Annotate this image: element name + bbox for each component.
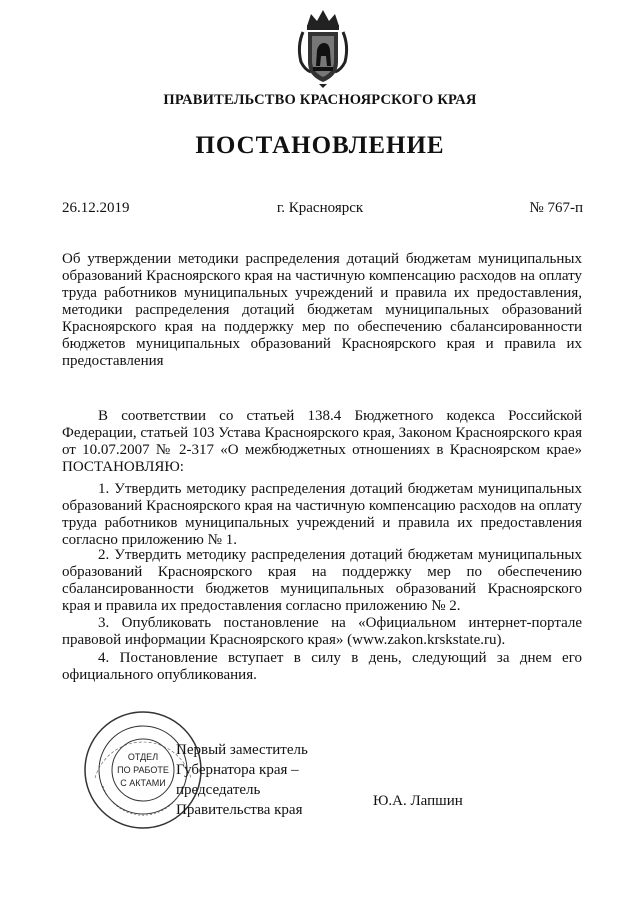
document-subject: Об утверждении методики распределения дотаций бюджетам муниципальных образований Красноярского края на частичную компенсацию расходов на оплату труда работников муниципальных учреждений и правила их предоставления, методики распределения дотаций бюджетам муниципальных образований Красноярского края на поддержку мер по обеспечению сбалансированности бюджетов муниципальных образований Красноярского края и правила их предоставления [62, 251, 582, 369]
stamp-line-2: ПО РАБОТЕ [117, 765, 169, 775]
document-type: ПОСТАНОВЛЕНИЕ [195, 132, 445, 159]
body-item-2: 2. Утвердить методику распределения дотаций бюджетам муниципальных образований Красноярского края на поддержку мер по обеспечению сбалансированности бюджетов муниципальных образований Красноярского края и правила их предоставления согласно приложению № 2. [62, 547, 582, 614]
document-date: 26.12.2019 [62, 200, 130, 216]
document-city: г. Красноярск [276, 200, 364, 216]
government-name: ПРАВИТЕЛЬСТВО КРАСНОЯРСКОГО КРАЯ [163, 92, 477, 108]
signatory-title-line: Первый заместитель [176, 742, 308, 758]
signatory-title-line: Правительства края [176, 802, 303, 818]
signatory-title-line: Губернатора края – [176, 762, 299, 778]
signatory-title-line: председатель [176, 782, 261, 798]
body-item-4: 4. Постановление вступает в силу в день, следующий за днем его официального опубликования. [62, 650, 582, 683]
body-item-3: 3. Опубликовать постановление на «Официальном интернет-портале правовой информации Красноярского края» (www.zakon.krskstate.ru). [62, 615, 582, 648]
stamp-line-3: С АКТАМИ [120, 778, 166, 788]
signatory-name: Ю.А. Лапшин [373, 793, 463, 809]
body-intro: В соответствии со статьей 138.4 Бюджетного кодекса Российской Федерации, статьей 103 Устава Красноярского края, Законом Красноярского края от 10.07.2007 № 2-317 «О межбюджетных отношениях в Красноярском крае» ПОСТАНОВЛЯЮ: [62, 408, 582, 475]
signatory-title [176, 740, 308, 820]
document-number: № 767-п [529, 200, 583, 216]
coat-of-arms-icon [293, 6, 353, 88]
stamp-line-1: ОТДЕЛ [127, 752, 159, 762]
body-item-1: 1. Утвердить методику распределения дотаций бюджетам муниципальных образований Красноярского края на частичную компенсацию расходов на оплату труда работников муниципальных учреждений и правила их предоставления согласно приложению № 1. [62, 481, 582, 548]
